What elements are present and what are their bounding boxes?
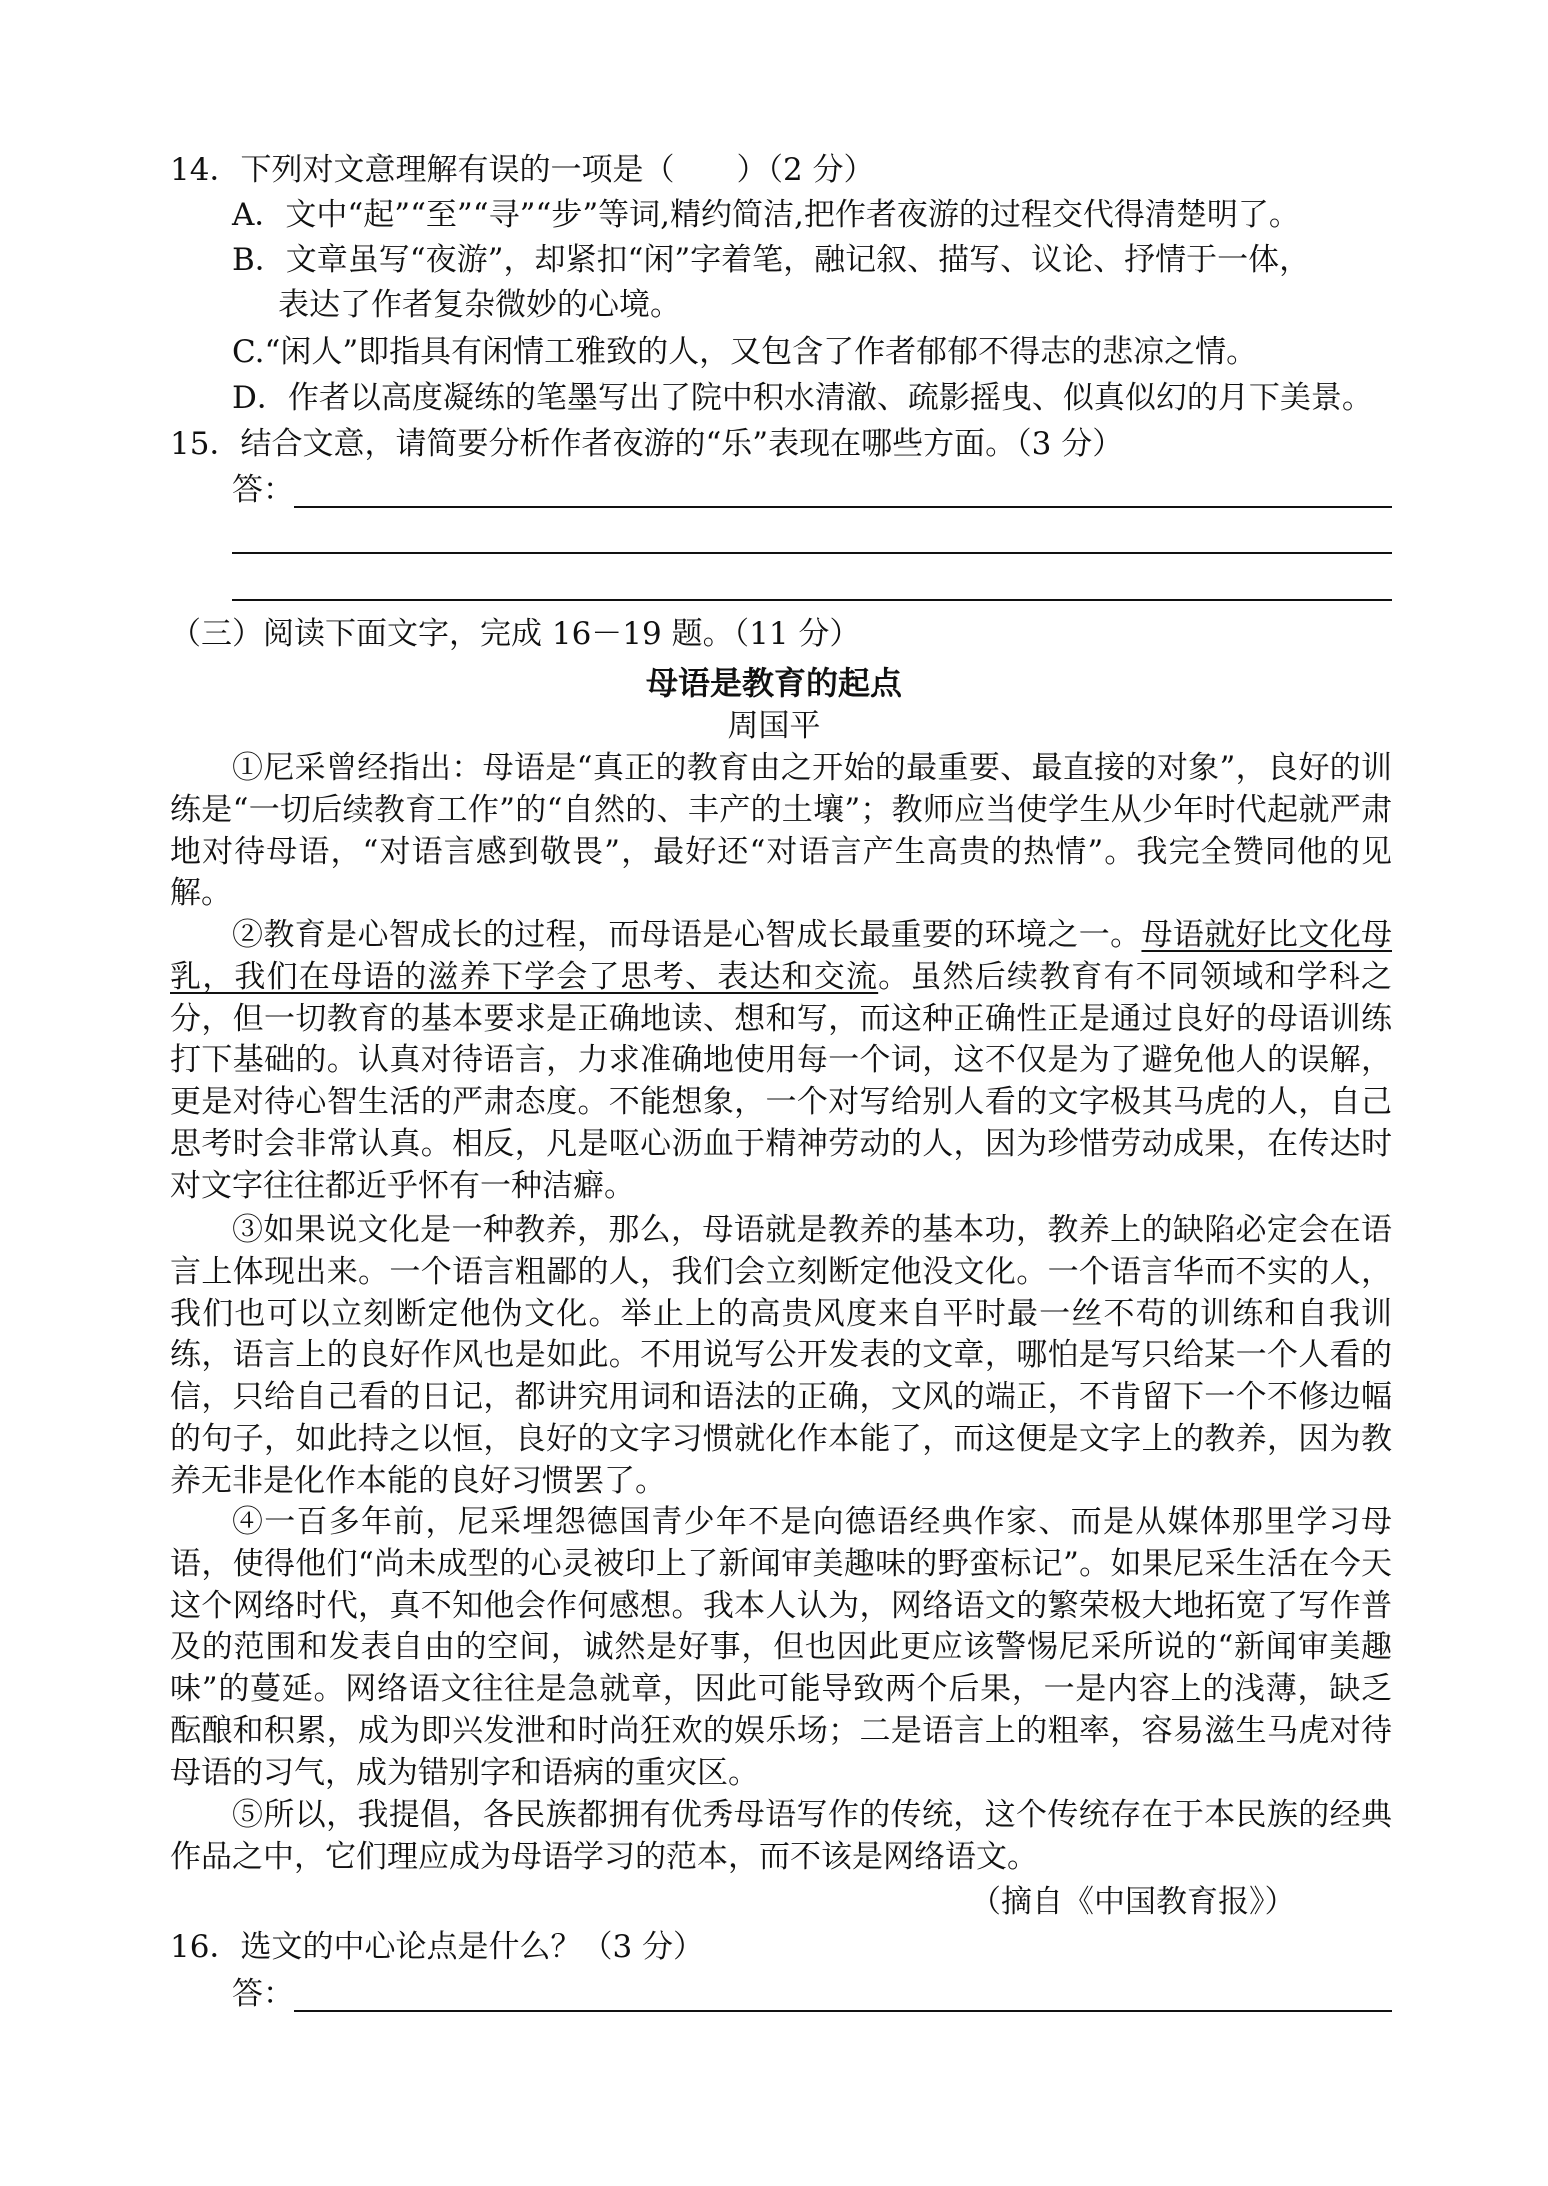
paragraph-3: ③如果说文化是一种教养，那么，母语就是教养的基本功，教养上的缺陷必定会在语言上体现出来。一个语言粗鄙的人，我们会立刻断定他没文化。一个语言华而不实的人，我们也可以立刻断定他伪文化。举止上的高贵风度来自平时最一丝不苟的训练和自我训练，语言上的良好作风也是如此。不用说写公开发表的文章，哪怕是写只给某一个人看的信，只给自己看的日记，都讲究用词和语法的正确，文风的端正，不肯留下一个不修边幅的句子，如此持之以恒，良好的文字习惯就化作本能了，而这便是文字上的教养，因为教养无非是化作本能的良好习惯罢了。 <box>170 1212 1392 1499</box>
paragraph-2-rest: 。虽然后续教育有不同领域和学科之分，但一切教育的基本要求是正确地读、想和写，而这种正确性正是通过良好的母语训练打下基础的。认真对待语言，力求准确地使用每一个词，这不仅是为了避免他人的误解，更是对待心智生活的严肃态度。不能想象，一个对写给别人看的文字极其马虎的人，自己思考时会非常认真。相反，凡是呕心沥血于精神劳动的人，因为珍惜劳动成果，在传达时对文字往往都近乎怀有一种洁癖。 <box>170 958 1393 1204</box>
paragraph-2-lead: ②教育是心智成长的过程，而母语是心智成长最重要的环境之一。 <box>232 917 1142 953</box>
question-14-option-d: D．作者以高度凝练的笔墨写出了院中积水清澈、疏影摇曳、似真似幻的月下美景。 <box>232 380 1373 416</box>
article-source: （摘自《中国教育报》） <box>970 1884 1296 1920</box>
answer-label: 答： <box>232 472 294 508</box>
question-14-option-c: C.“闲人”即指具有闲情工雅致的人，又包含了作者郁郁不得志的悲凉之情。 <box>232 334 1258 370</box>
question-15-answer-area[interactable] <box>232 468 1392 512</box>
question-16-stem: 16．选文的中心论点是什么？（3 分） <box>170 1929 705 1965</box>
question-16-answer-area[interactable] <box>232 1972 1392 2016</box>
question-14-option-a: A．文中“起”“至”“寻”“步”等词,精约简洁,把作者夜游的过程交代得清楚明了。 <box>232 197 1300 233</box>
answer-line[interactable] <box>232 552 1392 554</box>
answer-line <box>294 2010 1392 2012</box>
question-14-stem: 14．下列对文意理解有误的一项是（ ）（2 分） <box>170 152 875 188</box>
paragraph-2 <box>170 915 1392 1208</box>
paragraph-4: ④一百多年前，尼采埋怨德国青少年不是向德语经典作家、而是从媒体那里学习母语，使得他们“尚未成型的心灵被印上了新闻审美趣味的野蛮标记”。如果尼采生活在今天这个网络时代，真不知他会作何感想。我本人认为，网络语文的繁荣极大地拓宽了写作普及的范围和发表自由的空间，诚然是好事，但也因此更应该警惕尼采所说的“新闻审美趣味”的蔓延。网络语文往往是急就章，因此可能导致两个后果，一是内容上的浅薄，缺乏酝酿和积累，成为即兴发泄和时尚狂欢的娱乐场；二是语言上的粗率，容易滋生马虎对待母语的习气，成为错别字和语病的重灾区。 <box>170 1504 1392 1791</box>
question-14-option-b-continued: 表达了作者复杂微妙的心境。 <box>278 287 681 323</box>
answer-line[interactable] <box>232 599 1392 601</box>
section-3-heading: （三）阅读下面文字，完成 16－19 题。（11 分） <box>170 616 861 652</box>
paragraph-2-underlined-sentence: 母语就好比文化母乳，我们在母语的滋养下学会了思考、表达和交流 <box>170 917 1392 995</box>
question-15-stem: 15．结合文意，请简要分析作者夜游的“乐”表现在哪些方面。（3 分） <box>170 426 1124 462</box>
answer-line <box>294 506 1392 508</box>
paragraph-1: ①尼采曾经指出：母语是“真正的教育由之开始的最重要、最直接的对象”，良好的训练是“一切后续教育工作”的“自然的、丰产的土壤”；教师应当使学生从少年时代起就严肃地对待母语，“对语言感到敬畏”，最好还“对语言产生高贵的热情”。我完全赞同他的见解。 <box>170 750 1392 912</box>
article-author: 周国平 <box>727 708 821 744</box>
question-14-option-b: B．文章虽写“夜游”，却紧扣“闲”字着笔，融记叙、描写、议论、抒情于一体， <box>232 242 1311 278</box>
answer-label: 答： <box>232 1976 294 2012</box>
paragraph-5: ⑤所以，我提倡，各民族都拥有优秀母语写作的传统，这个传统存在于本民族的经典作品之中，它们理应成为母语学习的范本，而不该是网络语文。 <box>170 1797 1392 1875</box>
article-title: 母语是教育的起点 <box>645 664 902 702</box>
